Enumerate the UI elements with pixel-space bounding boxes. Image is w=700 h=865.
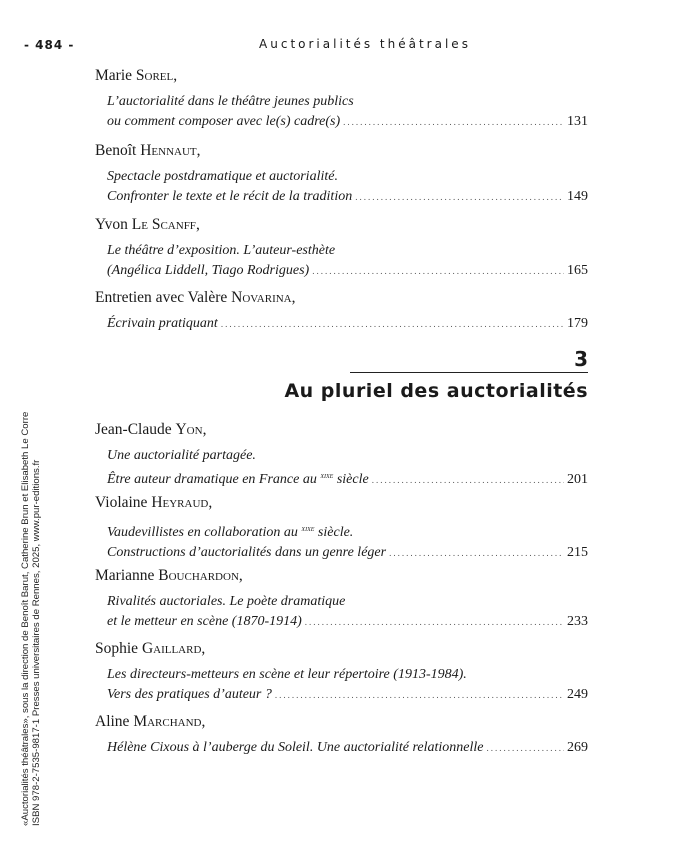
entry-page-number: 165 xyxy=(567,263,588,278)
entry-author: Yvon Le Scanff, xyxy=(95,216,200,233)
entry-title-line: L’auctorialité dans le théâtre jeunes publics xyxy=(107,94,354,109)
dot-leader xyxy=(487,738,565,758)
entry-title-line: Une auctorialité partagée. xyxy=(107,448,256,463)
page-number: - 484 - xyxy=(24,38,75,52)
toc-entry xyxy=(95,566,588,632)
entry-title-line: ou comment composer avec le(s) cadre(s) ..... 131 xyxy=(95,112,588,132)
entry-page-number: 215 xyxy=(567,545,588,560)
dot-leader xyxy=(221,314,564,334)
toc-entry xyxy=(95,66,588,132)
entry-page-number: 201 xyxy=(567,472,588,487)
entry-author: Marie Sorel, xyxy=(95,67,178,84)
entry-title-line: Vers des pratiques d’auteur ? ..... 249 xyxy=(95,685,588,705)
toc-entry xyxy=(95,420,588,490)
toc-entry xyxy=(95,639,588,705)
entry-title-line: Constructions d’auctorialités dans un genre léger ..... 215 xyxy=(95,543,588,563)
entry-title-line: Spectacle postdramatique et auctorialité. xyxy=(107,169,338,184)
entry-author: Sophie Gaillard, xyxy=(95,640,206,657)
entry-page-number: 249 xyxy=(567,687,588,702)
side-note-line: «Auctorialités théâtrales», sous la direction de Benoît Barut, Catherine Brun et Elisabeth Le Corre xyxy=(20,411,31,826)
toc-entry xyxy=(95,141,588,207)
dot-leader xyxy=(355,187,564,207)
copyright-side-note xyxy=(20,386,42,826)
entry-author: Benoît Hennaut, xyxy=(95,142,201,159)
dot-leader xyxy=(372,470,564,490)
toc-entry xyxy=(95,215,588,281)
entry-title-line: Les directeurs-metteurs en scène et leur répertoire (1913-1984). xyxy=(107,667,467,682)
entry-page-number: 233 xyxy=(567,614,588,629)
part-number: 3 xyxy=(574,347,588,371)
entry-author: Aline Marchand, xyxy=(95,713,206,730)
entry-page-number: 131 xyxy=(567,114,588,129)
entry-author: Jean-Claude Yon, xyxy=(95,421,207,438)
side-note-line: ISBN 978-2-7535-9817-1 Presses universitaires de Rennes, 2025, www.pur-editions.fr xyxy=(31,459,42,826)
toc-entry xyxy=(95,288,588,334)
entry-author: Violaine Heyraud, xyxy=(95,494,213,511)
entry-title-line: Confronter le texte et le récit de la tradition ..... 149 xyxy=(95,187,588,207)
entry-title-line: Hélène Cixous à l’auberge du Soleil. Une auctorialité relationnelle ..... 269 xyxy=(95,738,588,758)
entry-page-number: 149 xyxy=(567,189,588,204)
entry-author: Marianne Bouchardon, xyxy=(95,567,243,584)
entry-title-line: Écrivain pratiquant ..... 179 xyxy=(95,314,588,334)
dot-leader xyxy=(389,543,564,563)
entry-title-line: Vaudevillistes en collaboration au $^{xixe}$ siècle. xyxy=(107,524,354,540)
entry-author: Entretien avec Valère Novarina, xyxy=(95,289,296,306)
dot-leader xyxy=(305,612,564,632)
toc-entry xyxy=(95,712,588,758)
entry-title-line: Le théâtre d’exposition. L’auteur-esthète xyxy=(107,243,336,258)
entry-title-line: Être auteur dramatique en France au $^{xixe}$ siècle ..... 201 xyxy=(95,466,588,490)
entry-title-line: Rivalités auctoriales. Le poète dramatique xyxy=(107,594,346,609)
toc-entry xyxy=(95,493,588,563)
part-title: Au pluriel des auctorialités xyxy=(284,380,588,402)
running-title: Auctorialités théâtrales xyxy=(259,37,471,51)
part-divider xyxy=(350,372,588,373)
entry-page-number: 179 xyxy=(567,316,588,331)
entry-title-line: et le metteur en scène (1870-1914) ..... 233 xyxy=(95,612,588,632)
entry-page-number: 269 xyxy=(567,740,588,755)
entry-title-line: (Angélica Liddell, Tiago Rodrigues) ..... 165 xyxy=(95,261,588,281)
dot-leader xyxy=(312,261,564,281)
dot-leader xyxy=(343,112,564,132)
dot-leader xyxy=(275,685,564,705)
